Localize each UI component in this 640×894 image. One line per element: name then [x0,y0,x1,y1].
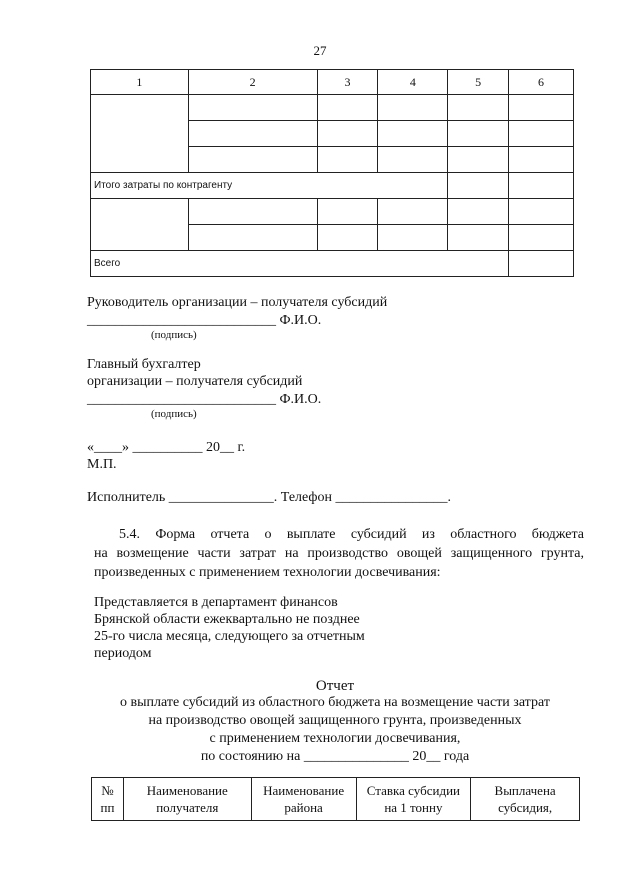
table-cell [317,199,378,225]
table-cell [448,199,509,225]
report-subtitle-line: о выплате субсидий из областного бюджета на возмещение части затрат [120,695,550,710]
table-cell [509,95,574,121]
total-label: Всего [91,251,509,277]
table-cell [509,199,574,225]
accountant-title-1: Главный бухгалтер [87,357,201,372]
table-cell [378,225,448,251]
col-2-header: 2 [188,70,317,95]
head-signature-caption: (подпись) [151,329,197,341]
total-row [91,251,574,277]
submission-note-line: периодом [94,646,152,661]
table-cell [188,147,317,173]
executor-line: Исполнитель _______________. Телефон ________________. [87,490,451,505]
stamp-label: М.П. [87,457,117,472]
page-number: 27 [313,43,327,58]
table-cell [317,225,378,251]
col-3-header: 3 [317,70,378,95]
submission-note-line: 25-го числа месяца, следующего за отчетным [94,629,365,644]
col-district-header: Наименование района [251,778,356,821]
col-paid-header: Выплачена субсидия, [471,778,580,821]
accountant-title-2: организации – получателя субсидий [87,374,303,389]
table-cell [509,173,574,199]
col-recipient-header: Наименование получателя [123,778,251,821]
table-cell [509,251,574,277]
col-6-header: 6 [509,70,574,95]
report-table-header-row [92,778,580,821]
date-line: «____» __________ 20__ г. [87,440,246,455]
accountant-signature-caption: (подпись) [151,408,197,420]
report-subtitle-line: на производство овощей защищенного грунта, произведенных [148,713,522,728]
col-rate-header: Ставка субсидии на 1 тонну [356,778,471,821]
table-cell [317,95,378,121]
table-cell [188,199,317,225]
table-cell [378,121,448,147]
subtotal-label: Итого затраты по контрагенту [91,173,448,199]
table-cell [317,147,378,173]
table-cell [448,173,509,199]
table-cell [509,225,574,251]
table-row [91,95,574,121]
report-subtitle-line: по состоянию на _______________ 20__ года [200,749,470,764]
col-1-header: 1 [91,70,189,95]
report-subtitle [0,694,640,766]
table-cell [448,225,509,251]
table-cell [91,199,189,251]
section-line: на возмещение части затрат на производство овощей защищенного грунта, [94,546,584,561]
submission-note-line: Брянской области ежеквартально не позднее [94,612,360,627]
section-line: произведенных с применением технологии досвечивания: [94,565,441,580]
table-cell [188,225,317,251]
table-cell [188,95,317,121]
table-cell [317,121,378,147]
table-cell [91,95,189,173]
report-table [91,777,580,821]
report-title: Отчет [315,678,355,694]
table-cell [448,147,509,173]
table-cell [378,147,448,173]
section-line: 5.4. Форма отчета о выплате субсидий из областного бюджета [119,527,584,542]
table-cell [448,95,509,121]
col-5-header: 5 [448,70,509,95]
submission-note [94,594,365,662]
head-signature-line: ___________________________ Ф.И.О. [87,313,322,328]
col-number-header: № пп [92,778,124,821]
table-cell [448,121,509,147]
accountant-signature-line: ___________________________ Ф.И.О. [87,392,322,407]
subtotal-row [91,173,574,199]
cost-table-header-row [91,70,574,95]
cost-table [90,69,574,277]
head-title: Руководитель организации – получателя субсидий [87,295,388,310]
table-cell [509,121,574,147]
submission-note-line: Представляется в департамент финансов [94,595,338,610]
table-cell [378,199,448,225]
report-subtitle-line: с применением технологии досвечивания, [209,731,461,746]
table-cell [509,147,574,173]
table-row [91,199,574,225]
section-paragraph [94,525,584,582]
table-cell [188,121,317,147]
table-cell [378,95,448,121]
col-4-header: 4 [378,70,448,95]
